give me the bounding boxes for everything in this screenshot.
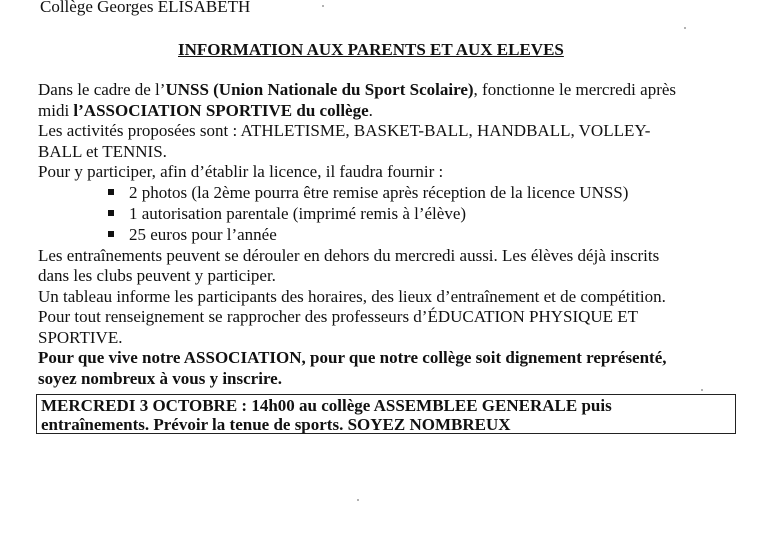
scan-speck xyxy=(684,27,686,29)
meeting-notice-box xyxy=(36,394,736,434)
intro-text: . xyxy=(368,100,373,120)
requirements-list xyxy=(38,183,718,246)
activities-line-2: BALL et TENNIS. xyxy=(38,141,167,161)
requirement-text: 25 euros pour l’année xyxy=(129,224,277,244)
list-item xyxy=(38,204,718,225)
list-item xyxy=(38,183,718,204)
unss-name: UNSS (Union Nationale du Sport Scolaire) xyxy=(165,80,474,99)
square-bullet-icon xyxy=(108,210,114,216)
notice-line-2: entraînements. Prévoir la tenue de sports. SOYEZ NOMBREUX xyxy=(41,415,511,434)
intro-text: , fonctionne le mercredi après xyxy=(473,80,677,99)
school-name: Collège Georges ELISABETH xyxy=(40,0,251,16)
contact-line-1: Pour tout renseignement se rapprocher des professeurs d’ÉDUCATION PHYSIQUE ET xyxy=(38,307,639,326)
scan-speck xyxy=(701,389,703,391)
trainings-line-2: dans les clubs peuvent y participer. xyxy=(38,266,276,285)
square-bullet-icon xyxy=(108,189,114,195)
appeal-line-2: soyez nombreux à vous y inscrire. xyxy=(38,368,282,388)
notice-line-1: MERCREDI 3 OCTOBRE : 14h00 au collège ASSEMBLEE GENERALE puis xyxy=(41,396,612,415)
intro-text: Dans le cadre de l’ xyxy=(38,80,166,99)
list-item xyxy=(38,225,718,246)
scan-speck xyxy=(322,5,324,7)
intro-line-1 xyxy=(38,80,718,101)
appeal-line-1: Pour que vive notre ASSOCIATION, pour que notre collège soit dignement représenté, xyxy=(38,348,667,367)
association-name: l’ASSOCIATION SPORTIVE du collège xyxy=(73,100,369,120)
intro-text: midi xyxy=(38,100,74,120)
trainings-line-1: Les entraînements peuvent se dérouler en dehors du mercredi aussi. Les élèves déjà inscrits xyxy=(38,245,660,265)
schedule-line: Un tableau informe les participants des horaires, des lieux d’entraînement et de compétition. xyxy=(38,286,666,306)
scan-speck xyxy=(357,499,359,501)
square-bullet-icon xyxy=(108,231,114,237)
requirement-text: 2 photos (la 2ème pourra être remise après réception de la licence UNSS) xyxy=(129,182,629,202)
document-title: INFORMATION AUX PARENTS ET AUX ELEVES xyxy=(178,40,564,59)
requirement-text: 1 autorisation parentale (imprimé remis à l’élève) xyxy=(129,203,467,223)
intro-line-2 xyxy=(38,101,718,122)
license-intro: Pour y participer, afin d’établir la licence, il faudra fournir : xyxy=(38,162,444,181)
contact-line-2: SPORTIVE. xyxy=(38,327,123,347)
activities-line-1: Les activités proposées sont : ATHLETISME, BASKET-BALL, HANDBALL, VOLLEY- xyxy=(38,121,651,140)
document-body xyxy=(38,80,718,389)
